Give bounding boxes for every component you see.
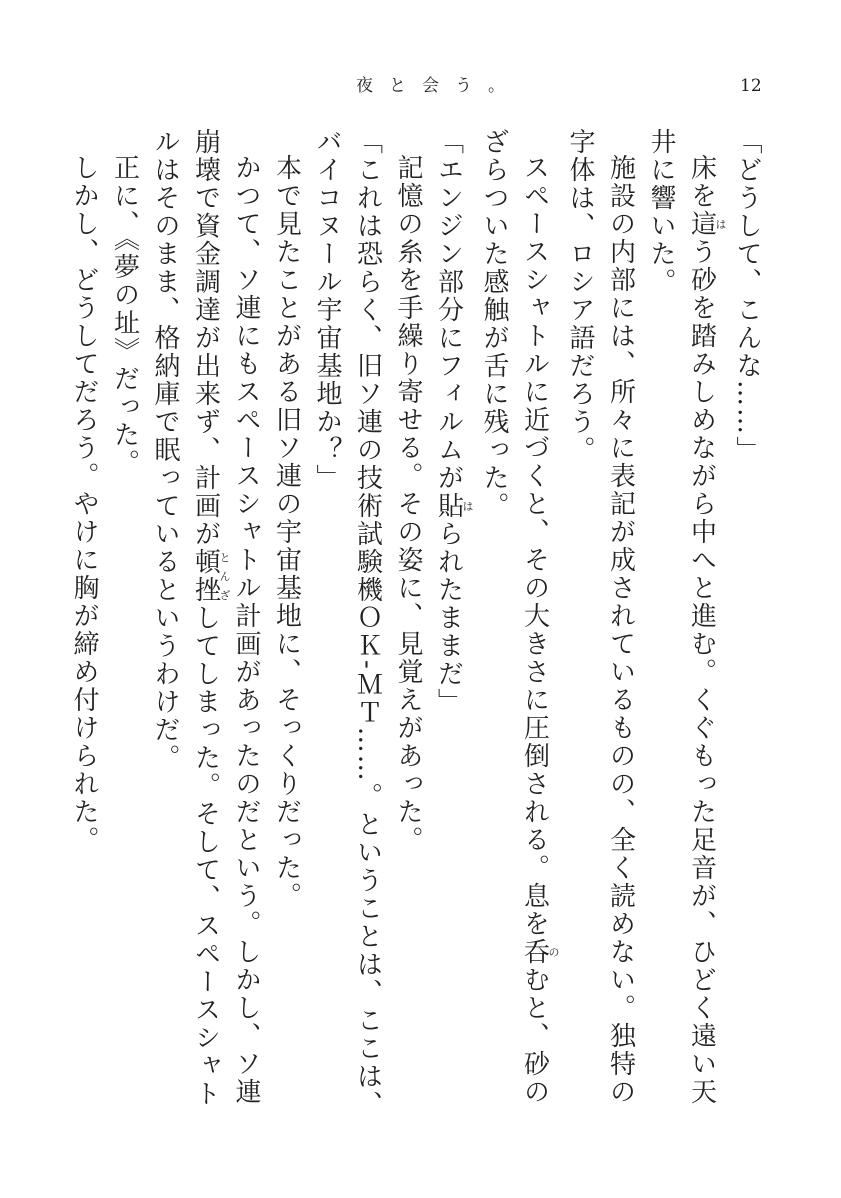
- ruby-tonza: [190, 548, 231, 604]
- ruby-reading: の: [547, 938, 560, 966]
- ruby-base: 頓挫: [190, 548, 221, 604]
- ruby-reading: は: [714, 210, 727, 238]
- ruby-reading: とんざ: [218, 548, 231, 604]
- paragraph-5-text-post: られたままだ」: [433, 520, 464, 716]
- paragraph-1: 「どうして、こんな……」: [732, 128, 762, 464]
- paragraph-9: [145, 128, 267, 1128]
- novel-body-text: [67, 128, 767, 1128]
- paragraph-2-text-post: う砂を踏みしめながら中へと進む。くぐもった足音が、ひどく遠い天井に響いた。: [646, 128, 717, 1106]
- paragraph-10: 正に、《夢の址》だった。: [109, 154, 140, 477]
- paragraph-8: 本で見たことがある旧ソ連の宇宙基地に、そっくりだった。: [271, 154, 302, 910]
- paragraph-11: しかし、どうしてだろう。やけに胸が締め付けられた。: [69, 154, 99, 854]
- paragraph-4-text-post: むと、砂のざらついた感触が舌に残った。: [479, 128, 550, 1106]
- ruby-no: [519, 938, 560, 966]
- paragraph-4: [474, 128, 560, 1128]
- ruby-ha-2: [433, 492, 474, 520]
- paragraph-2-text-pre: 床を: [686, 154, 717, 210]
- ruby-reading: は: [461, 492, 474, 520]
- ruby-base: 這: [686, 210, 717, 238]
- paragraph-9-text-pre: かつて、ソ連にもスペースシャトル計画があったのだという。しかし、ソ連崩壊で資金調達が出来ず、計画が: [190, 128, 261, 1106]
- ruby-base: 呑: [519, 938, 550, 966]
- paragraph-4-text-pre: スペースシャトルに近づくと、その大きさに圧倒される。息を: [519, 154, 550, 938]
- page-number: 12: [740, 76, 762, 96]
- paragraph-5: [428, 128, 474, 1128]
- running-title: 夜と会う。: [356, 76, 521, 96]
- paragraph-2: [641, 128, 727, 1128]
- paragraph-9-text-post: してしまった。そして、スペースシャトルはそのまま、格納庫で眠っているというわけだ。: [150, 128, 221, 1108]
- paragraph-7: 「これは恐らく、旧ソ連の技術試験機ＯＫ‐ＭＴ……。ということは、ここは、バイコヌール宇宙基地か？」: [312, 128, 383, 1119]
- ruby-ha-1: [686, 210, 727, 238]
- paragraph-5-text-pre: 「エンジン部分にフィルムが: [433, 128, 464, 492]
- paragraph-6: 記憶の糸を手繰り寄せる。その姿に、見覚えがあった。: [393, 154, 423, 854]
- ruby-base: 貼: [433, 492, 464, 520]
- paragraph-3: 施設の内部には、所々に表記が成されているものの、全く読めない。独特の字体は、ロシア語だろう。: [565, 128, 636, 1106]
